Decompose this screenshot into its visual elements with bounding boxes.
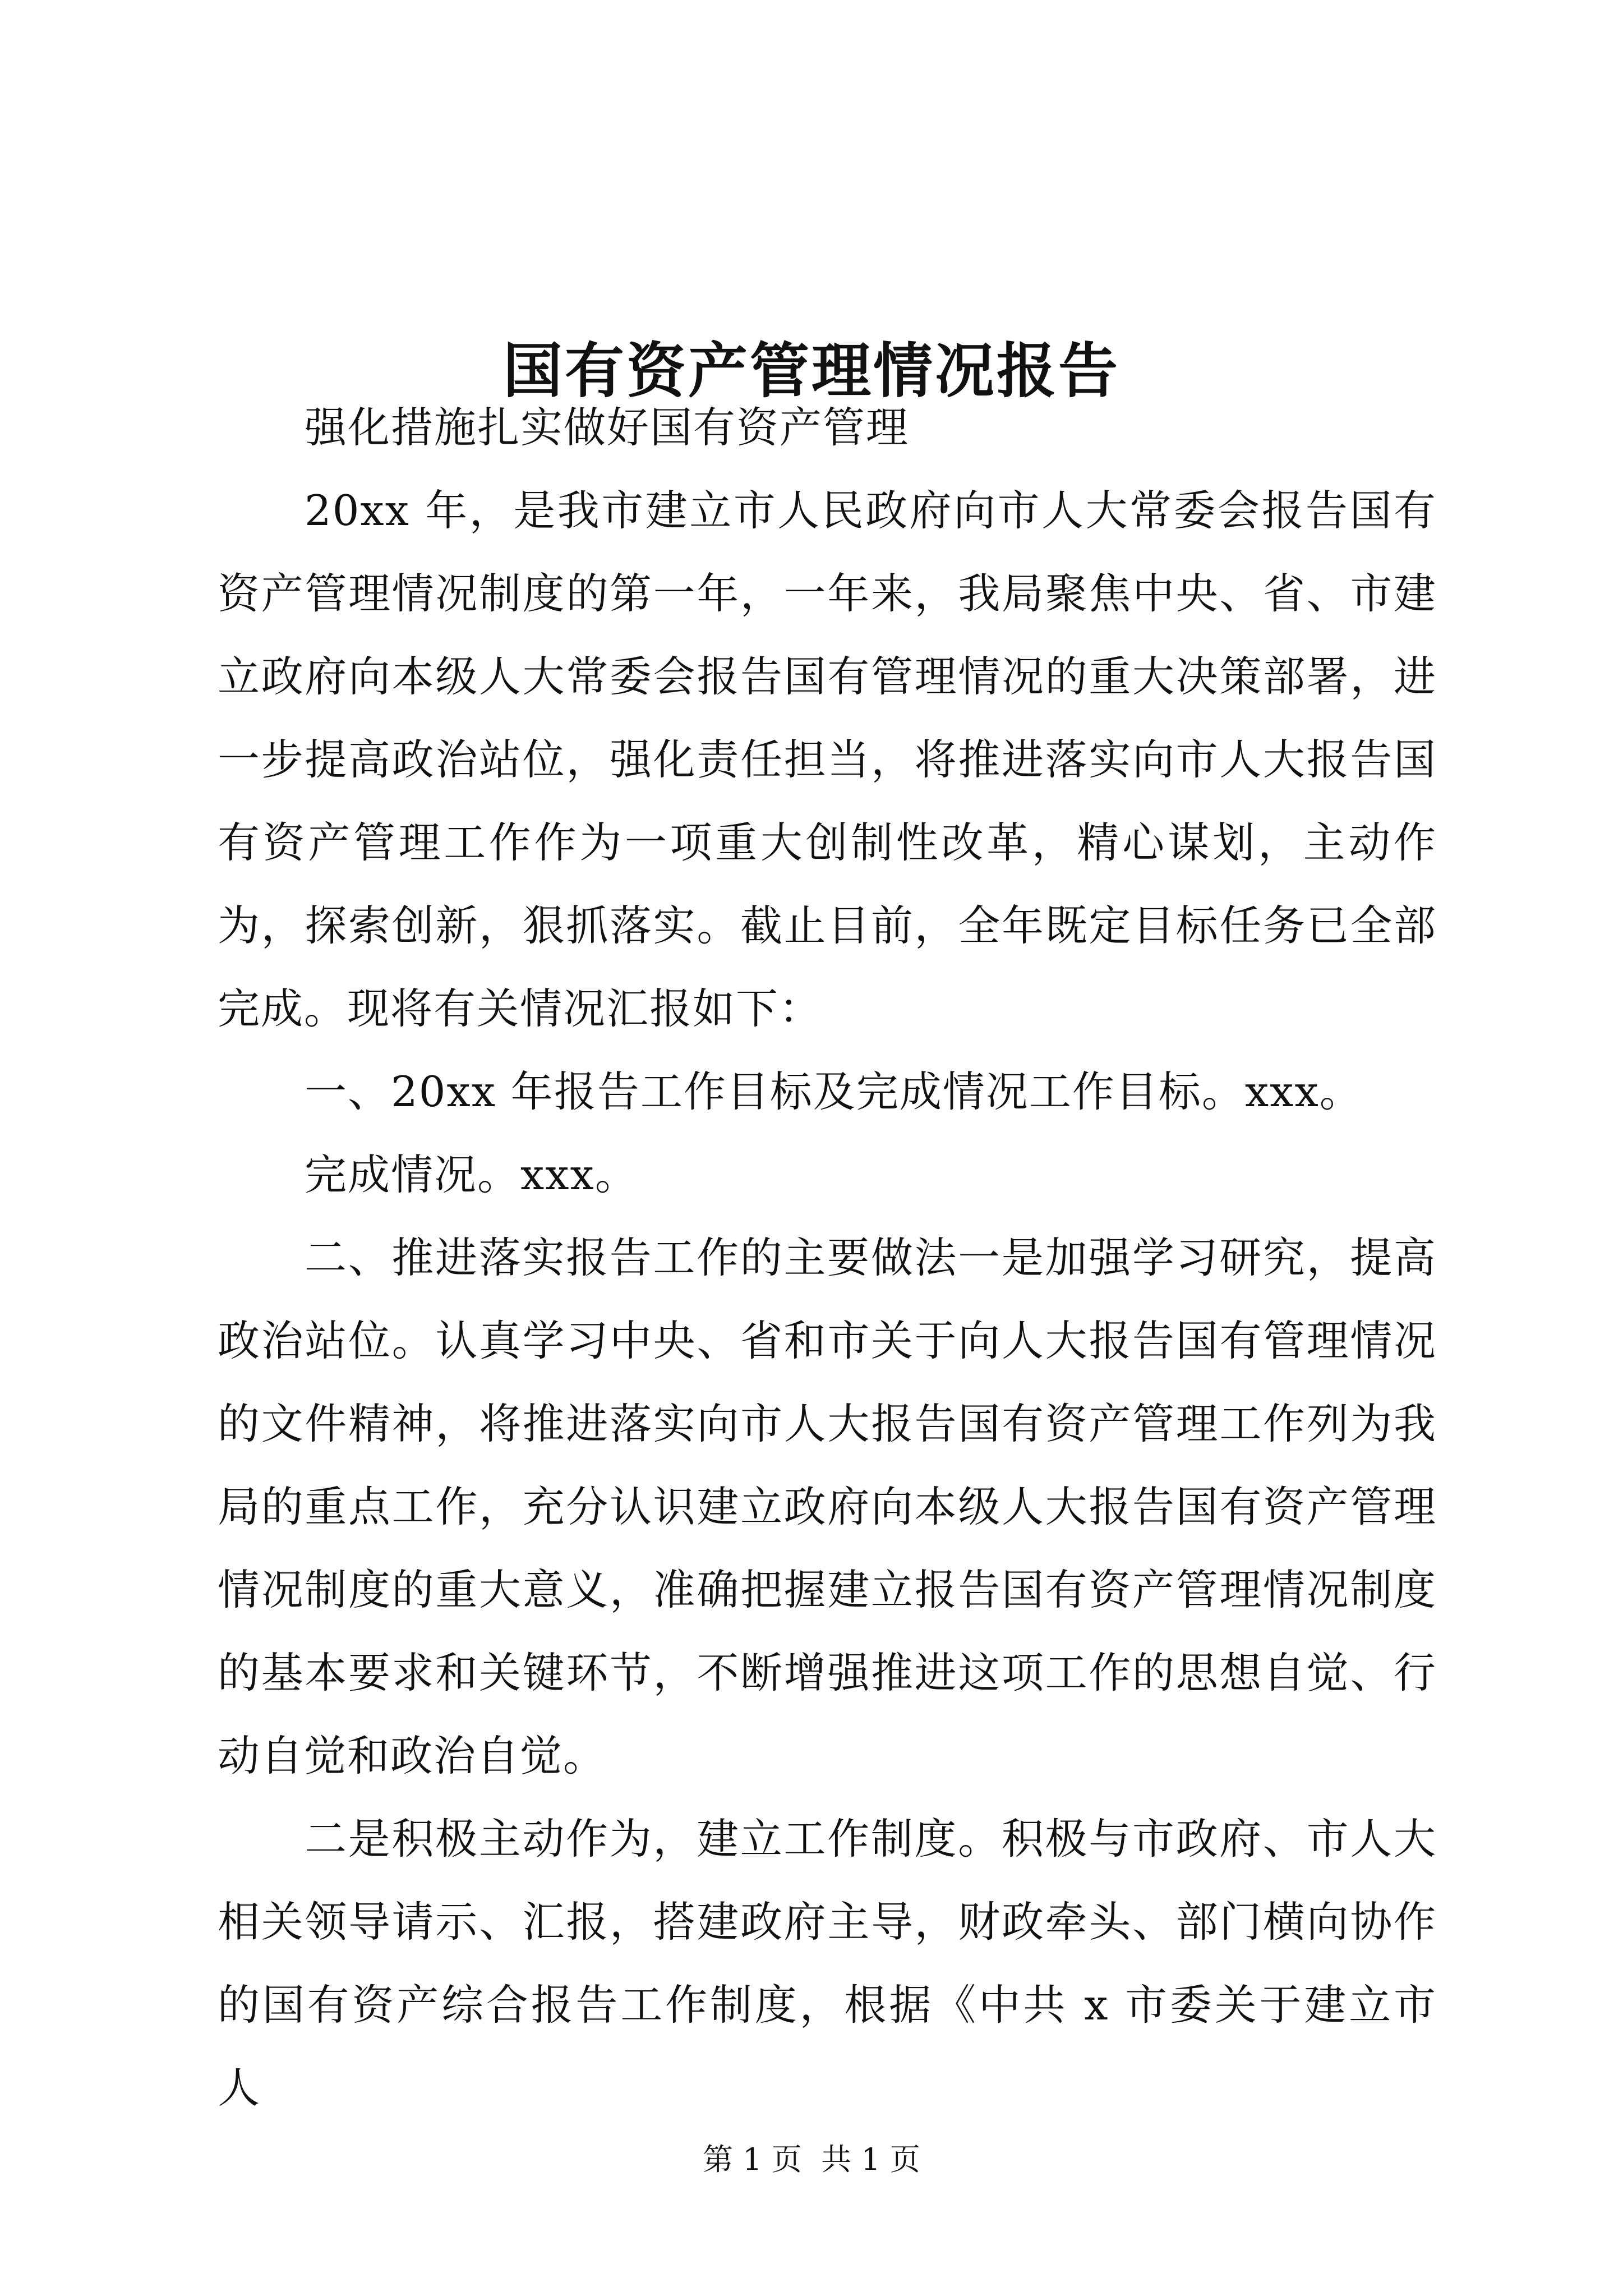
paragraph-section-two: 二、推进落实报告工作的主要做法一是加强学习研究，提高政治站位。认真学习中央、省和市关于向人大报告国有管理情况的文件精神，将推进落实向市人大报告国有资产管理工作列为我局的重点工作，充分认识建立政府向本级人大报告国有资产管理情况制度的重大意义，准确把握建立报告国有资产管理情况制度的基本要求和关键环节，不断增强推进这项工作的思想自觉、行动自觉和政治自觉。 — [218, 1233, 1437, 1780]
paragraph-completion: 完成情况。xxx。 — [305, 1150, 638, 1199]
paragraph-intro: 20xx 年，是我市建立市人民政府向市人大常委会报告国有资产管理情况制度的第一年，一年来，我局聚焦中央、省、市建立政府向本级人大常委会报告国有管理情况的重大决策部署，进一步提高政治站位，强化责任担当，将推进落实向市人大报告国有资产管理工作作为一项重大创制性改革，精心谋划，主动作为，探索创新，狠抓落实。截止目前，全年既定目标任务已全部完成。现将有关情况汇报如下： — [218, 486, 1437, 1033]
paragraph-subtitle: 强化措施扎实做好国有资产管理 — [305, 403, 910, 452]
page-footer: 第 1 页 共 1 页 — [703, 2142, 920, 2177]
paragraph-second-measure: 二是积极主动作为，建立工作制度。积极与市政府、市人大相关领导请示、汇报，搭建政府主导，财政牵头、部门横向协作的国有资产综合报告工作制度，根据《中共 x 市委关于建立市人 — [218, 1814, 1437, 2113]
document-body — [218, 386, 1437, 2129]
paragraph-section-one: 一、20xx 年报告工作目标及完成情况工作目标。xxx。 — [305, 1067, 1363, 1116]
document-title: 国有资产管理情况报告 — [503, 335, 1120, 406]
